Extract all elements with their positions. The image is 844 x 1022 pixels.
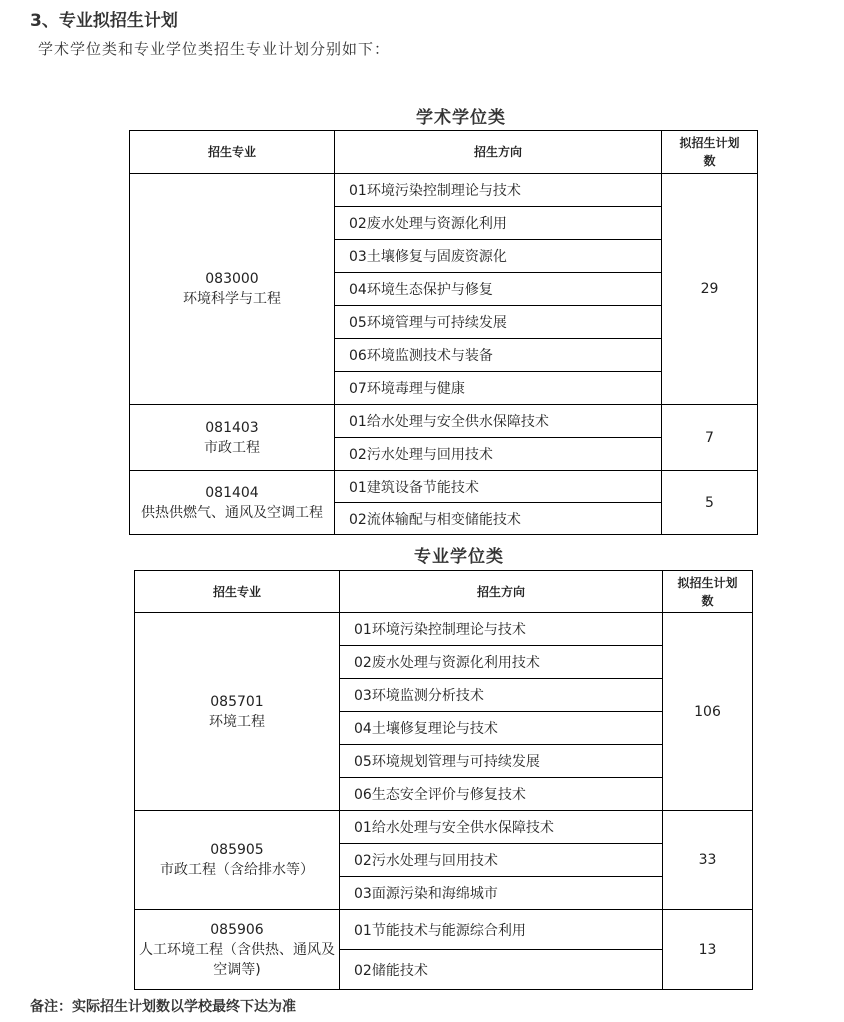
academic-plan-table [129, 130, 758, 535]
direction-cell: 02储能技术 [340, 950, 663, 990]
major-cell [135, 811, 340, 910]
direction-cell: 02废水处理与资源化利用 [335, 207, 662, 240]
direction-cell: 01给水处理与安全供水保障技术 [335, 405, 662, 438]
major-cell [130, 471, 335, 535]
direction-cell: 06生态安全评价与修复技术 [340, 778, 663, 811]
direction-cell: 03土壤修复与固废资源化 [335, 240, 662, 273]
footnote: 备注：实际招生计划数以学校最终下达为准 [30, 999, 296, 1015]
direction-cell: 04土壤修复理论与技术 [340, 712, 663, 745]
direction-cell: 04环境生态保护与修复 [335, 273, 662, 306]
major-cell [130, 174, 335, 405]
major-code: 085905 [210, 842, 264, 858]
direction-cell: 01给水处理与安全供水保障技术 [340, 811, 663, 844]
table-row [130, 471, 758, 503]
table-row [135, 613, 753, 646]
major-code: 083000 [205, 271, 259, 287]
direction-cell: 02污水处理与回用技术 [340, 844, 663, 877]
planned-count-cell: 7 [662, 405, 758, 471]
section-heading: 3、专业拟招生计划 [30, 11, 178, 31]
planned-count-cell: 106 [663, 613, 753, 811]
major-name: 市政工程（含给排水等） [160, 862, 314, 878]
column-header-direction: 招生方向 [340, 571, 663, 613]
column-header-count: 拟招生计划数 [663, 571, 753, 613]
direction-cell: 02废水处理与资源化利用技术 [340, 646, 663, 679]
direction-cell: 03环境监测分析技术 [340, 679, 663, 712]
major-name: 环境工程 [209, 713, 265, 730]
table-row [130, 405, 758, 438]
direction-cell: 03面源污染和海绵城市 [340, 877, 663, 910]
major-name: 人工环境工程（含供热、通风及空调等) [139, 941, 335, 978]
planned-count-cell: 33 [663, 811, 753, 910]
major-code: 081403 [205, 419, 259, 436]
major-name: 供热供燃气、通风及空调工程 [141, 504, 323, 521]
planned-count-cell: 29 [662, 174, 758, 405]
major-code: 081404 [205, 484, 259, 501]
major-name: 环境科学与工程 [183, 291, 281, 307]
direction-cell: 01环境污染控制理论与技术 [335, 174, 662, 207]
major-cell [135, 613, 340, 811]
professional-plan-table [134, 570, 753, 990]
major-cell [130, 405, 335, 471]
intro-text: 学术学位类和专业学位类招生专业计划分别如下： [38, 40, 391, 58]
direction-cell: 05环境规划管理与可持续发展 [340, 745, 663, 778]
column-header-major: 招生专业 [135, 571, 340, 613]
direction-cell: 01环境污染控制理论与技术 [340, 613, 663, 646]
table-row [130, 174, 758, 207]
professional-table-title: 专业学位类 [414, 547, 504, 567]
major-code: 085906 [210, 921, 264, 938]
direction-cell: 07环境毒理与健康 [335, 372, 662, 405]
major-cell [135, 910, 340, 990]
direction-cell: 02流体输配与相变储能技术 [335, 503, 662, 535]
table-row [135, 910, 753, 950]
direction-cell: 02污水处理与回用技术 [335, 438, 662, 471]
table-row [135, 811, 753, 844]
planned-count-cell: 5 [662, 471, 758, 535]
major-code: 085701 [210, 693, 264, 710]
direction-cell: 01节能技术与能源综合利用 [340, 910, 663, 950]
direction-cell: 01建筑设备节能技术 [335, 471, 662, 503]
academic-table-title: 学术学位类 [416, 108, 506, 128]
direction-cell: 06环境监测技术与装备 [335, 339, 662, 372]
planned-count-cell: 13 [663, 910, 753, 990]
column-header-major: 招生专业 [130, 131, 335, 174]
direction-cell: 05环境管理与可持续发展 [335, 306, 662, 339]
column-header-direction: 招生方向 [335, 131, 662, 174]
column-header-count: 拟招生计划数 [662, 131, 758, 174]
major-name: 市政工程 [204, 439, 260, 456]
